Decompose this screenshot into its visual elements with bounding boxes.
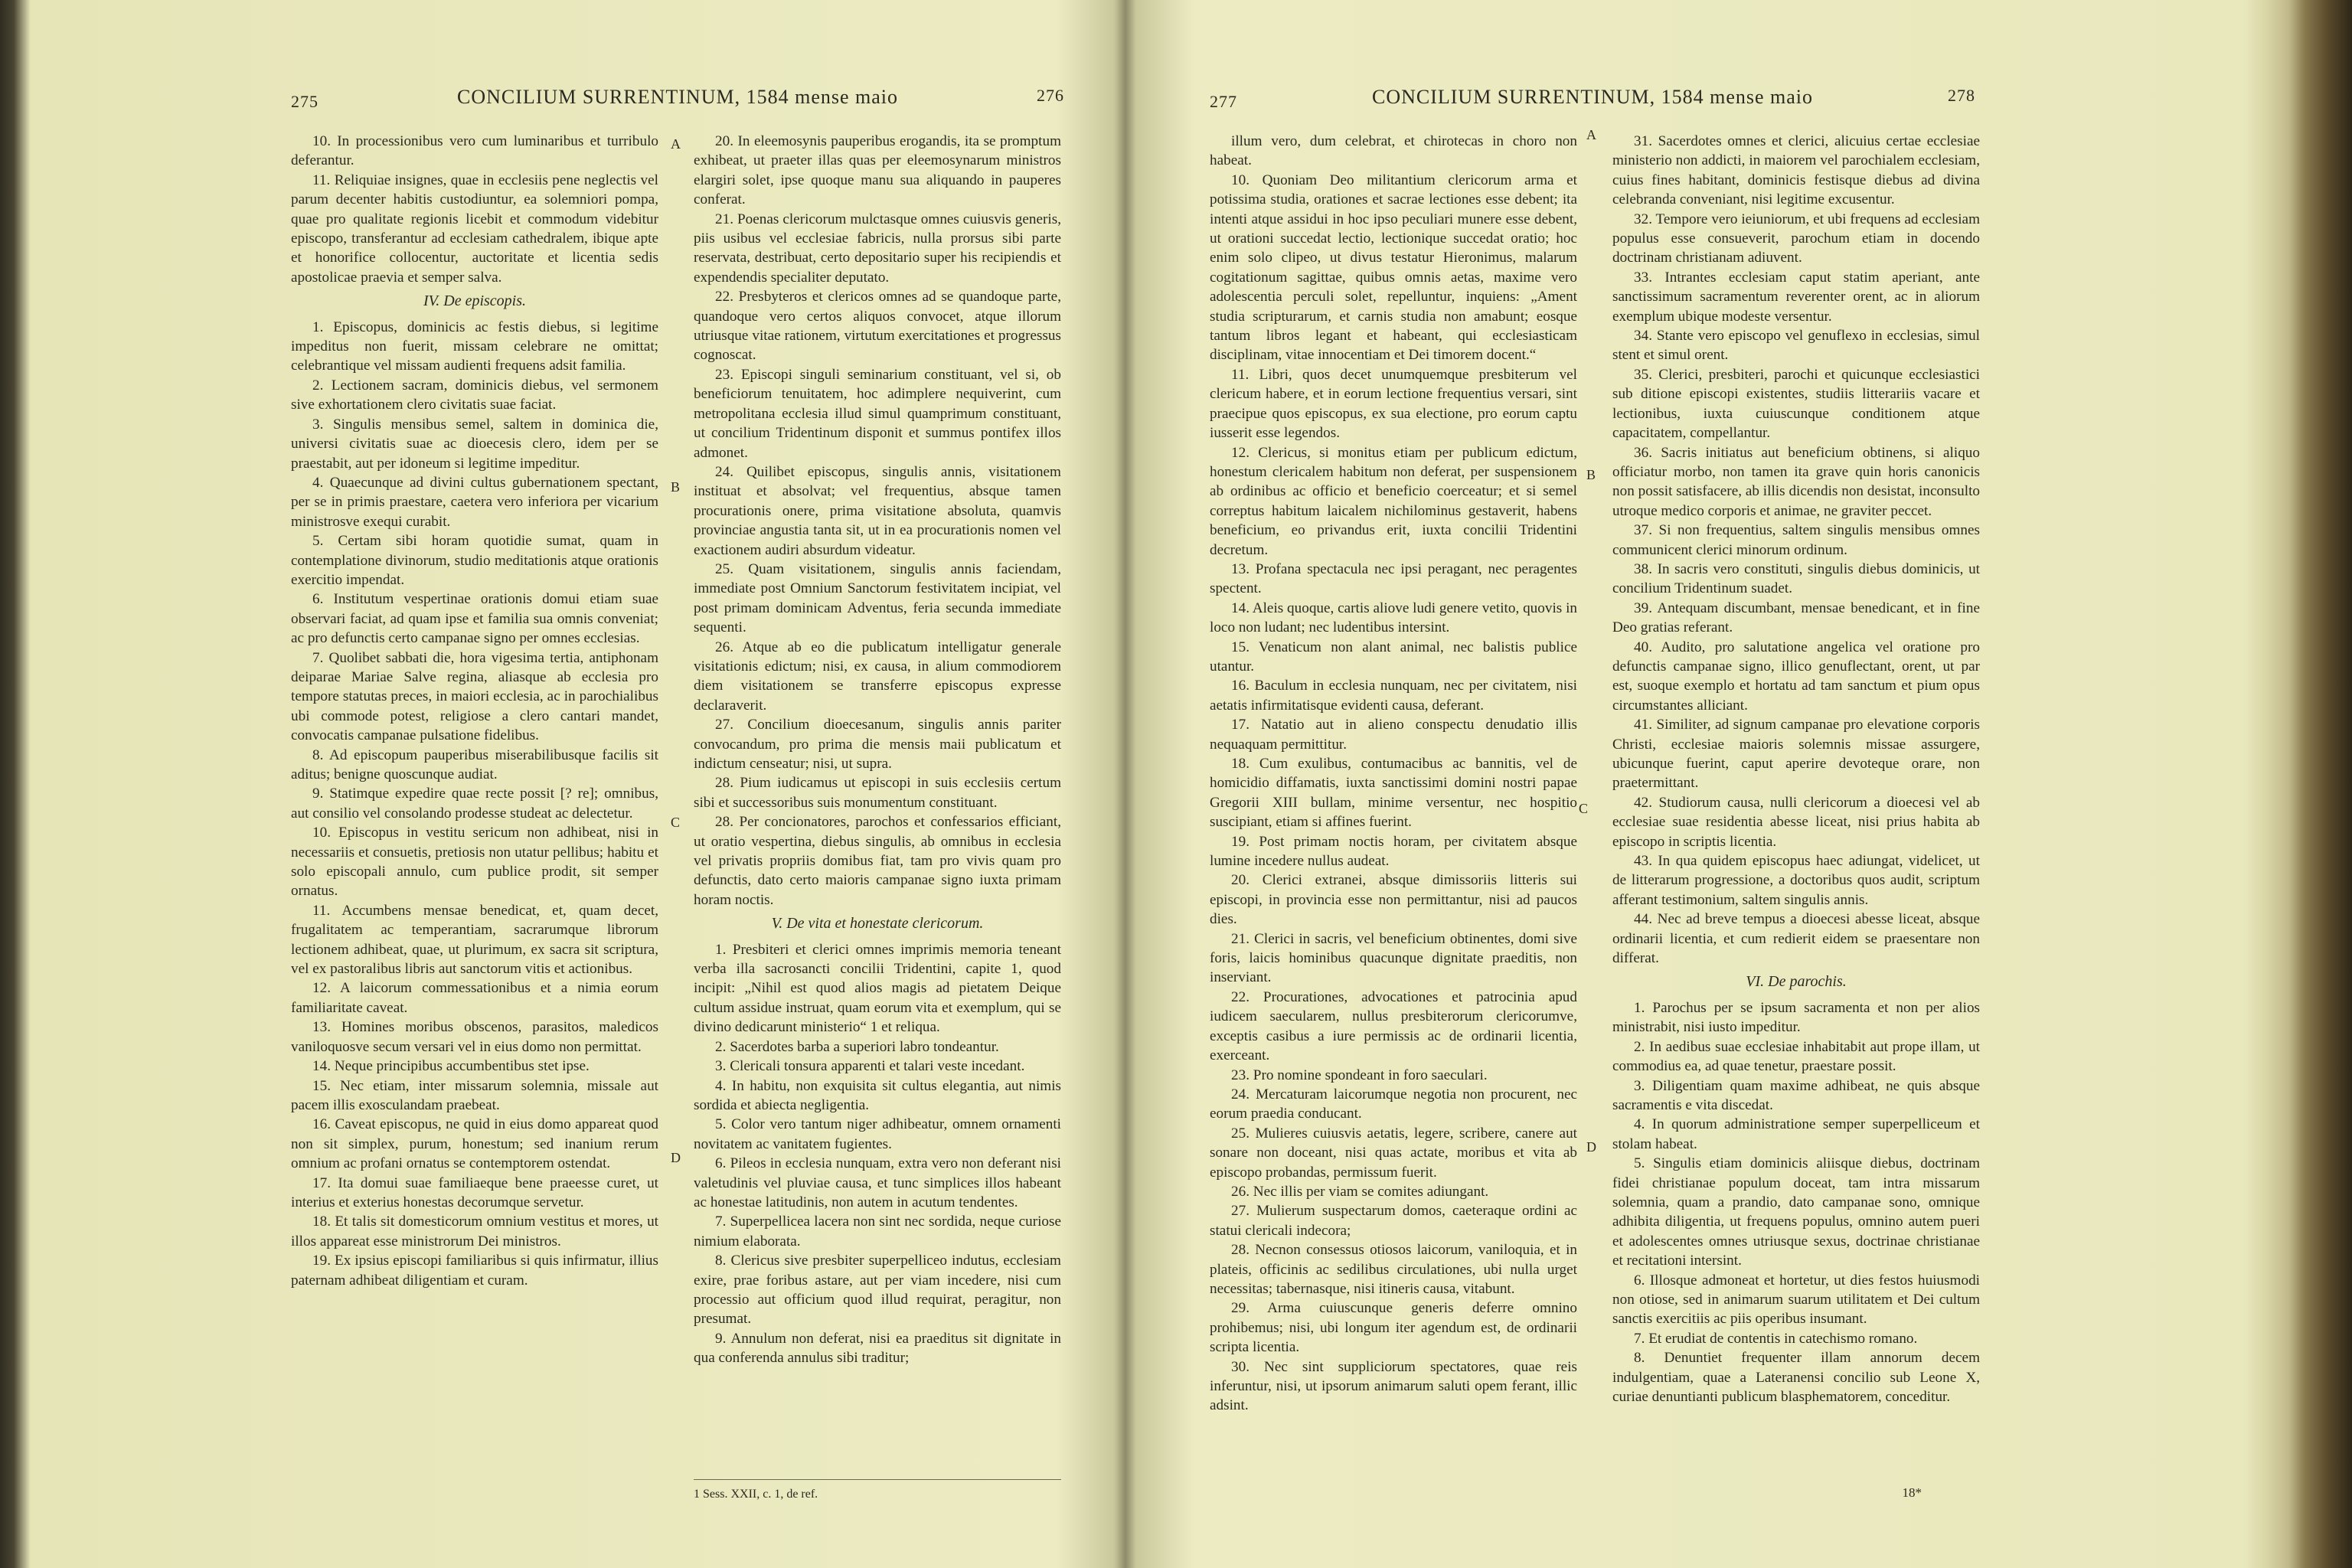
paragraph: 9. Annulum non deferat, nisi ea praeditus sit dignitate in qua conferenda annulus sibi traditur; <box>694 1330 1061 1367</box>
paragraph: 1. Episcopus, dominicis ac festis diebus, si legitime impeditus non fuerit, missam celebrare ne omittat; celebrantique vel missam audienti frequens adsit familia. <box>291 318 658 374</box>
paragraph: 40. Audito, pro salutatione angelica vel oratione pro defunctis campanae signo, illico genuflectant, orent, ut par est, suoque exemplo et hortatu ad tam sanctum et pium opus circumstantes alliciant. <box>1612 639 1980 714</box>
paragraph: 2. Sacerdotes barba a superiori labro tondeantur. <box>715 1038 999 1055</box>
paragraph: 19. Ex ipsius episcopi familiaribus si quis infirmatur, illius paternam adhibeat diligentiam et curam. <box>291 1253 658 1289</box>
paragraph: 3. Clericali tonsura apparenti et talari veste incedant. <box>715 1058 1025 1075</box>
paragraph: 13. Profana spectacula nec ipsi peragant, nec peragentes spectent. <box>1210 560 1577 597</box>
paragraph: 10. Quoniam Deo militantium clericorum arma et potissima studia, orationes et sacrae lectiones esse debent; ita intenti atque assidui in hoc ipso peculiari munere esse debent, ut orationi succedat lectio, lectionique succedat oratio; hoc enim solo clipeo, ut divus testatur Hieronimus, malarum cogitationum sagittae, quibus omnis aetas, maxime vero adolescentia perculi solet, repelluntur, inquiens: „Ament studia scripturarum, et carnis studia non amabunt; eosque tantum libros legant et habeant, qui ecclesiasticam disciplinam, vitae innocentiam et Dei timorem docent.“ <box>1210 172 1577 364</box>
margin-letter: C <box>1579 801 1589 816</box>
margin-letter: A <box>1586 127 1596 142</box>
paragraph: 12. Clericus, si monitus etiam per publicum edictum, honestum clericalem habitum non deferat, per suspensionem ab ordinibus ac officio et beneficio coerceatur; et si semel correptus habitum laicalem nichilominus gestaverit, habens beneficium, eo privandus erit, iuxta concilii Tridentini decretum. <box>1210 444 1577 558</box>
paragraph: 17. Natatio aut in alieno conspectu denudatio illis nequaquam permittitur. <box>1210 717 1577 753</box>
margin-letter: D <box>1586 1139 1596 1155</box>
page-number: 278 <box>1948 86 1975 105</box>
margin-letter: C <box>671 815 681 830</box>
text-column <box>1210 132 1577 1416</box>
paragraph: 7. Quolibet sabbati die, hora vigesima tertia, antiphonam deiparae Mariae Salve regina, aliasque ab ecclesia pro tempore statutas preces, in maiori ecclesia, ac in parochialibus ubi commode potest, religiose a clero cantari mandet, convocatis campanae pulsatione fidelibus. <box>291 649 658 744</box>
paragraph: 5. Color vero tantum niger adhibeatur, omnem ornamenti novitatem ac vanitatem fugientes. <box>694 1116 1061 1152</box>
paragraph: 12. A laicorum commessationibus et a nimia eorum familiaritate caveat. <box>291 980 658 1016</box>
paragraph: 11. Accumbens mensae benedicat, et, quam decet, frugalitatem ac temperantiam, sacrarumque librorum lectionem adhibeat, quae, ut plurimum, ex sacra sit scriptura, vel ex pastoralibus libris aut sanctorum vitis et actionibus. <box>291 902 658 978</box>
footnote: 1 Sess. XXII, c. 1, de ref. <box>694 1479 1061 1501</box>
paragraph: 25. Mulieres cuiusvis aetatis, legere, scribere, canere aut sonare non doceant, nisi quas actate, moribus et vita ab episcopo probandas, permissum fuerit. <box>1210 1125 1577 1181</box>
section-heading: VI. De parochis. <box>1746 973 1847 991</box>
paragraph: 16. Caveat episcopus, ne quid in eius domo appareat quod non sit simplex, purum, honestum; sed inanium rerum omnium ac profani ornatus se contemptorem ostendat. <box>291 1116 658 1172</box>
paragraph: 35. Clerici, presbiteri, parochi et quicunque ecclesiastici sub ditione episcopi existentes, studiis litterariis vacare et lectionibus, iuxta cuiuscunque conditionem atque capacitatem, compellantur. <box>1612 366 1980 442</box>
paragraph: 5. Singulis etiam dominicis aliisque diebus, doctrinam fidei christianae populum doceat, tam intra missarum solemnia, quam a prandio, dato campanae sono, omnique adhibita diligentia, ut frequens populus, omnino autem pueri et adolescentes omnes utriusque sexus, doctrinae christianae et recitationi intersint. <box>1612 1155 1980 1269</box>
paragraph: 20. Clerici extranei, absque dimissoriis litteris sui episcopi, in provincia esse non permittantur, nisi ad paucos dies. <box>1210 872 1577 928</box>
paragraph: 10. Episcopus in vestitu sericum non adhibeat, nisi in necessariis et consuetis, pretiosis non utatur pellibus; habitu et solo episcopali annulo, cum publice prodit, sit semper ornatus. <box>291 825 658 900</box>
paragraph: 39. Antequam discumbant, mensae benedicant, et in fine Deo gratias referant. <box>1612 599 1980 636</box>
paragraph: 23. Episcopi singuli seminarium constituant, vel si, ob beneficiorum tenuitatem, hoc adimplere nequiverint, cum metropolitana ecclesia illud simul quamprimum constituant, ut concilium Tridentinum disponit et summus pontifex illos admonet. <box>694 366 1061 461</box>
paragraph: 8. Ad episcopum pauperibus miserabilibusque facilis sit aditus; benigne quoscunque audiat. <box>291 746 658 782</box>
section-heading: IV. De episcopis. <box>423 292 527 310</box>
running-head <box>291 86 1064 116</box>
paragraph: 26. Nec illis per viam se comites adiungant. <box>1231 1183 1489 1200</box>
paragraph: 29. Arma cuiuscunque generis deferre omnino prohibemus; nisi, ubi longum iter agendum est, de ordinarii scripta licentia. <box>1210 1300 1577 1356</box>
page-number: 275 <box>291 92 318 111</box>
section-heading: V. De vita et honestate clericorum. <box>771 915 984 933</box>
running-head <box>1210 86 1975 116</box>
text-column <box>1612 132 1980 1406</box>
paragraph: 25. Quam visitationem, singulis annis faciendam, immediate post Omnium Sanctorum festivitatem incipiat, vel post primam dominicam Adventus, feria secunda immediate sequenti. <box>694 560 1061 636</box>
paragraph: 28. Per concionatores, parochos et confessarios efficiant, ut oratio vespertina, diebus singulis, ab omnibus in ecclesia vel privatis propriis domibus fiat, tam pro vivis quam pro defunctis, dato certo maioris campanae signo iuxta primam horam noctis. <box>694 814 1061 908</box>
paragraph: 9. Statimque expedire quae recte possit [? re]; omnibus, aut consilio vel consolando prodesse studeat ac delectetur. <box>291 786 658 822</box>
paragraph: 8. Denuntiet frequenter illam annorum decem indulgentiam, quae a Lateranensi concilio sub Leone X, curiae denuntianti publicum blasphematorem, conceditur. <box>1612 1350 1980 1405</box>
paragraph: 26. Atque ab eo die publicatum intelligatur generale visitationis edictum; nisi, ex causa, in alium commodiorem diem visitationem se transferre episcopus expresse declaraverit. <box>694 639 1061 714</box>
page-number: 277 <box>1210 92 1237 111</box>
paragraph: 11. Reliquiae insignes, quae in ecclesiis pene neglectis vel parum decenter habitis custodiuntur, ea solemniori pompa, quae pro qualitate regionis licebit et commodum videbitur episcopo, transferantur ad ecclesiam cathedralem, ibique apte et honorifice collocentur, auctoritate et licentia sedis apostolicae praevia et semper salva. <box>291 172 658 286</box>
paragraph: 38. In sacris vero constituti, singulis diebus dominicis, ut concilium Tridentinum suadet. <box>1612 560 1980 597</box>
text-column <box>291 132 658 1290</box>
paragraph: 30. Nec sint suppliciorum spectatores, quae reis inferuntur, nisi, ut ipsorum animarum saluti opem ferant, illic adsint. <box>1210 1358 1577 1414</box>
paragraph: 16. Baculum in ecclesia nunquam, nec per civitatem, nisi aetatis infirmitatisque evidenti causa, deferant. <box>1210 678 1577 714</box>
paragraph: 14. Neque principibus accumbentibus stet ipse. <box>312 1058 590 1075</box>
paragraph: 18. Cum exulibus, contumacibus ac bannitis, vel de homicidio diffamatis, iuxta sanctissimi domini nostri papae Gregorii XIII bullam, minime versentur, nec hospitio suscipiant, etiam si affines fuerint. <box>1210 756 1577 831</box>
paragraph: 13. Homines moribus obscenos, parasitos, maledicos vaniloquosve secum versari vel in eius domo non permittat. <box>291 1019 658 1055</box>
paragraph: illum vero, dum celebrat, et chirotecas in choro non habeat. <box>1210 133 1577 169</box>
text-column <box>694 132 1061 1368</box>
paragraph: 22. Presbyteros et clericos omnes ad se quandoque parte, quandoque vero certos aliquos convocet, atque illorum utriusque vitae rationem, virtutum exercitationes et progressus cognoscat. <box>694 289 1061 364</box>
paragraph: 19. Post primam noctis horam, per civitatem absque lumine incedere nullus audeat. <box>1210 833 1577 870</box>
paragraph: 2. In aedibus suae ecclesiae inhabitabit aut prope illam, ut commodius ea, ad quae tenetur, praestare possit. <box>1612 1038 1980 1075</box>
running-title: CONCILIUM SURRENTINUM, 1584 mense maio <box>1371 86 1814 108</box>
paragraph: 34. Stante vero episcopo vel genuflexo in ecclesias, simul stent et simul orent. <box>1612 328 1980 364</box>
paragraph: 21. Poenas clericorum mulctasque omnes cuiusvis generis, piis usibus vel ecclesiae fabricis, nulla prorsus sibi parte reservata, destribuat, certo depositario super his recipiendis et expendendis specialiter deputato. <box>694 211 1061 286</box>
paragraph: 42. Studiorum causa, nulli clericorum a dioecesi vel ab ecclesiae suae residentia abesse liceat, nisi prius habita ab episcopo in scriptis licentia. <box>1612 794 1980 850</box>
paragraph: 21. Clerici in sacris, vel beneficium obtinentes, domi sive foris, laicis hominibus quacunque dignitate praeditis, non inserviant. <box>1210 930 1577 986</box>
paragraph: 24. Quilibet episcopus, singulis annis, visitationem instituat et absolvat; vel frequentius, absque tamen procurationis onere, prima visitatione absoluta, quamvis provinciae angustia tanta sit, ut in ea procurationis nomen vel exactionem audiri absurdum videatur. <box>694 463 1061 558</box>
right-page <box>1210 0 1980 1568</box>
paragraph: 28. Necnon consessus otiosos laicorum, vaniloquia, et in plateis, officinis ac sedilibus circulationes, ubi nulla urget necessitas; tabernasque, nisi itineris causa, vitabunt. <box>1210 1242 1577 1297</box>
paragraph: 5. Certam sibi horam quotidie sumat, quam in contemplatione divinorum, studio meditationis atque orationis exercitio impendat. <box>291 533 658 588</box>
paragraph: 22. Procurationes, advocationes et patrocinia apud iudicem saecularem, nullus presbiterorum clericorumve, exceptis casibus a iure permissis ac de ordinarii licentia, exerceant. <box>1210 988 1577 1064</box>
paragraph: 41. Similiter, ad signum campanae pro elevatione corporis Christi, ecclesiae maioris solemnis missae assurgere, ubicunque fuerint, caput aperire devoteque orare, non praetermittant. <box>1612 717 1980 792</box>
paragraph: 31. Sacerdotes omnes et clerici, alicuius certae ecclesiae ministerio non addicti, in maiorem vel parochialem ecclesiam, cuius fines habitant, dominicis festisque diebus ad divina celebranda conveniant, nisi legitime excusentur. <box>1612 133 1980 208</box>
paragraph: 28. Pium iudicamus ut episcopi in suis ecclesiis certum sibi et successoribus suis monumentum constituant. <box>694 775 1061 811</box>
page-number: 276 <box>1037 86 1064 105</box>
left-page <box>291 0 1064 1568</box>
margin-letter: A <box>671 136 681 152</box>
paragraph: 1. Presbiteri et clerici omnes imprimis memoria teneant verba illa sacrosancti concilii Tridentini, capite 1, quod incipit: „Nihil est quod alios magis ad pietatem Deique cultum assidue instruat, quam eorum vita et exemplum, qui se divino dedicarunt ministerio“ 1 et reliqua. <box>694 941 1061 1036</box>
paragraph: 2. Lectionem sacram, dominicis diebus, vel sermonem sive exhortationem clero civitatis suae faciat. <box>291 377 658 413</box>
paragraph: 8. Clericus sive presbiter superpelliceo indutus, ecclesiam exire, prae foribus astare, aut per viam incedere, nisi cum processio aut officium quod illud requirat, peragitur, non presumat. <box>694 1253 1061 1328</box>
margin-letter: D <box>671 1150 681 1165</box>
paragraph: 17. Ita domui suae familiaeque bene praeesse curet, ut interius et exterius honestas decorumque servetur. <box>291 1174 658 1210</box>
paragraph: 6. Illosque admoneat et hortetur, ut dies festos huiusmodi non otiose, sed in animarum suarum utilitatem et Dei cultum sanctis exercitiis ac piis operibus insumant. <box>1612 1272 1980 1328</box>
paragraph: 20. In eleemosynis pauperibus erogandis, ita se promptum exhibeat, ut praeter illas quas per eleemosynarum ministros elargiri solet, ipse quoque manu sua aliquando in pauperes conferat. <box>694 133 1061 208</box>
paragraph: 15. Venaticum non alant animal, nec balistis publice utantur. <box>1210 639 1577 675</box>
paragraph: 3. Diligentiam quam maxime adhibeat, ne quis absque sacramentis e vita discedat. <box>1612 1077 1980 1113</box>
paragraph: 4. In quorum administratione semper superpelliceum et stolam habeat. <box>1612 1116 1980 1152</box>
paragraph: 1. Parochus per se ipsum sacramenta et non per alios ministrabit, nisi iusto impeditur. <box>1612 999 1980 1036</box>
paragraph: 36. Sacris initiatus aut beneficium obtinens, si aliquo officiatur morbo, non tamen ita grave quin horis canonicis non possit satisfacere, ab illis dicendis non desistat, inconsulto utroque medico corporis et animae, ne graviter peccet. <box>1612 444 1980 519</box>
paragraph: 44. Nec ad breve tempus a dioecesi abesse liceat, absque ordinarii licentia, et cum redierit eidem se praesentare non differat. <box>1612 911 1980 967</box>
paragraph: 6. Institutum vespertinae orationis domui etiam suae observari faciat, ad quam ipse et familia sua omnis conveniat; ac pro defunctis certo campanae signo per omnes ecclesias. <box>291 591 658 647</box>
paragraph: 32. Tempore vero ieiuniorum, et ubi frequens ad ecclesiam populus esse consueverit, parochum etiam in docendo doctrinam christianam adiuvent. <box>1612 211 1980 266</box>
paragraph: 37. Si non frequentius, saltem singulis mensibus omnes communicent clerici minorum ordinum. <box>1612 522 1980 558</box>
paragraph: 23. Pro nomine spondeant in foro saeculari. <box>1231 1067 1488 1083</box>
paragraph: 24. Mercaturam laicorumque negotia non procurent, nec eorum praedia conducant. <box>1210 1086 1577 1122</box>
paragraph: 18. Et talis sit domesticorum omnium vestitus et mores, ut illos appareat esse ministrorum Dei ministros. <box>291 1214 658 1250</box>
paragraph: 7. Et erudiat de contentis in catechismo romano. <box>1634 1330 1918 1347</box>
running-title: CONCILIUM SURRENTINUM, 1584 mense maio <box>456 86 899 108</box>
paragraph: 7. Superpellicea lacera non sint nec sordida, neque curiose nimium elaborata. <box>694 1214 1061 1250</box>
paragraph: 11. Libri, quos decet unumquemque presbiterum vel clericum habere, et in eorum lectione frequentius versari, sint praecipue quos episcopus, ex sua electione, pro eorum captu iusserit esse legendos. <box>1210 366 1577 442</box>
signature-mark: 18* <box>1902 1485 1922 1500</box>
margin-letter: B <box>1586 467 1596 482</box>
paragraph: 4. Quaecunque ad divini cultus gubernationem spectant, per se in primis praestare, caetera vero inferiora per vicarium ministrosve exequi curabit. <box>291 474 658 530</box>
paragraph: 33. Intrantes ecclesiam caput statim aperiant, ante sanctissimum sacramentum reverenter orent, ac in aliorum exemplum ubique modeste versentur. <box>1612 269 1980 325</box>
paragraph: 6. Pileos in ecclesia nunquam, extra vero non deferant nisi valetudinis vel pluviae causa, et tunc simplices illos habeant ac honestae latitudinis, non autem in acutum tendentes. <box>694 1155 1061 1210</box>
paragraph: 27. Concilium dioecesanum, singulis annis pariter convocandum, pro prima die mensis maii publicatum et indictum censeatur; nisi, ut supra. <box>694 717 1061 772</box>
paragraph: 27. Mulierum suspectarum domos, caeteraque ordini ac statui clericali indecora; <box>1210 1203 1577 1239</box>
paragraph: 4. In habitu, non exquisita sit cultus elegantia, aut nimis sordida et abiecta negligentia. <box>694 1077 1061 1113</box>
paragraph: 10. In processionibus vero cum luminaribus et turribulo deferantur. <box>291 133 658 169</box>
paragraph: 43. In qua quidem episcopus haec adiungat, videlicet, ut de litterarum progressione, a doctoribus quos audit, scriptum afferant testimonium, saltem singulis annis. <box>1612 853 1980 908</box>
margin-letter: B <box>671 479 681 495</box>
paragraph: 14. Aleis quoque, cartis aliove ludi genere vetito, quovis in loco non ludant; nec ludentibus intersint. <box>1210 599 1577 636</box>
paragraph: 3. Singulis mensibus semel, saltem in dominica die, universi civitatis suae ac dioecesis clero, idem per se praestabit, aut per idoneum si legitime impeditur. <box>291 416 658 472</box>
paragraph: 15. Nec etiam, inter missarum solemnia, missale aut pacem illis exosculandam praebeat. <box>291 1077 658 1113</box>
